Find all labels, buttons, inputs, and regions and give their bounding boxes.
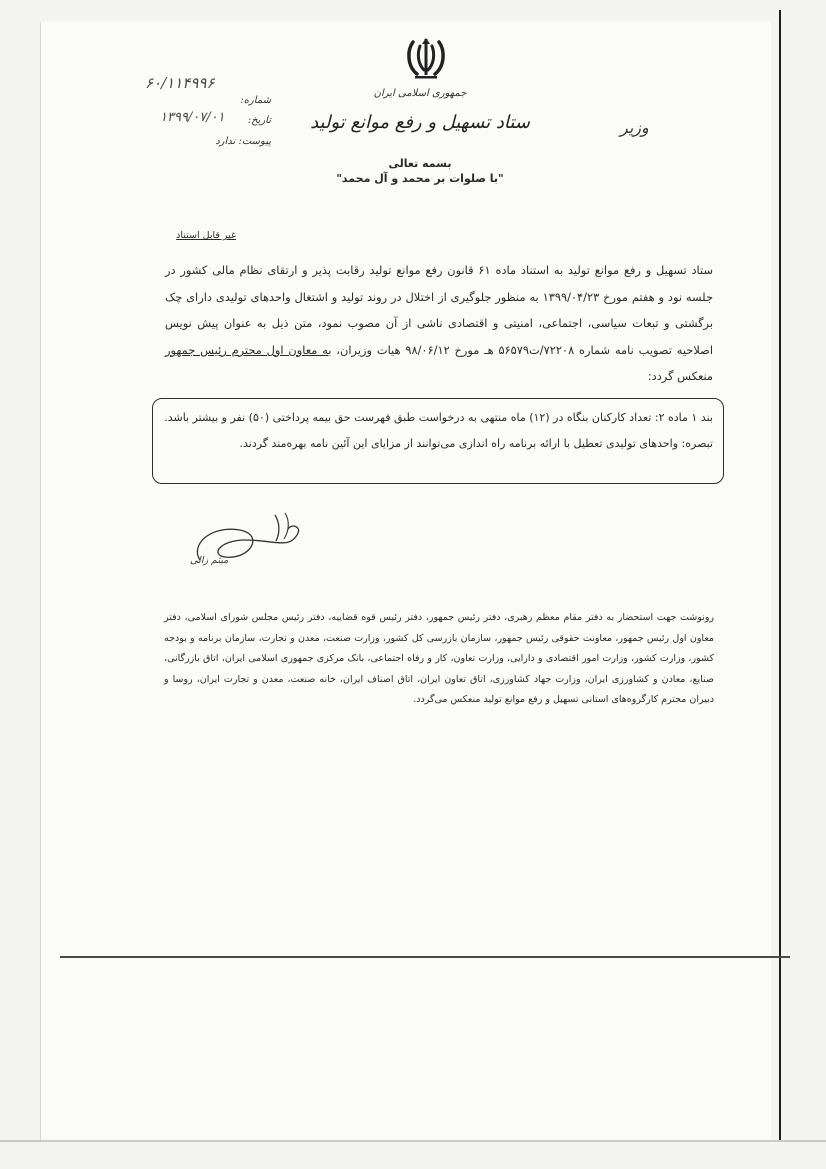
document-page [40, 22, 771, 1142]
iran-emblem-icon [405, 36, 447, 80]
body-underlined-recipient: به معاون اول محترم رئیس جمهور [165, 342, 332, 357]
signature-icon [180, 505, 310, 585]
classification-label: غیر قابل استناد [176, 230, 236, 241]
scan-edge-line [779, 10, 781, 1140]
letter-date: ۱۳۹۹/۰۷/۰۱ [160, 110, 225, 125]
amendment-box [152, 398, 724, 484]
body-text-part1: ستاد تسهیل و رفع موانع تولید به استناد ماده ۶۱ قانون رفع موانع تولید رقابت پذیر و ارتقای نظام مالی کشور در جلسه نود و هفتم مورخ ۱۳۹۹/۰۴/۲۳ به منظور جلوگیری از اختلال در روند تولید و اشتغال واحدهای تولیدی دارای چک برگشتی و تبعات سیاسی، اجتماعی، امنیتی و اقتصادی ناشی از آن مصوب نمود، متن ذیل به عنوان پیش نویس اصلاحیه تصویب نامه شماره ۷۲۲۰۸/ت۵۶۵۷۹ هـ مورخ ۹۸/۰۶/۱۲ هیات وزیران، [165, 263, 713, 357]
cc-distribution: رونوشت جهت استحضار به دفتر مقام معظم رهبری، دفتر رئیس جمهور، دفتر رئیس قوه قضاییه، دفتر رئیس مجلس شورای اسلامی، دفتر معاون اول رئیس جمهور، معاونت حقوقی رئیس جمهور، سازمان بازرسی کل کشور، وزارت صنعت، معدن و تجارت، سازمان برنامه و بودجه کشور، وزارت کشور، وزارت امور اقتصادی و دارایی، وزارت تعاون، کار و رفاه اجتماعی، بانک مرکزی جمهوری اسلامی ایران، اتاق بازرگانی، صنایع، معادن و کشاورزی ایران، وزارت جهاد کشاورزی، اتاق تعاون ایران، اتاق اصناف ایران، خانه صنعت، معدن و تجارت ایران، روسا و دبیران محترم کارگروه‌های استانی تسهیل و رفع موانع تولید منعکس می‌گردد. [164, 612, 714, 706]
bismillah: بسمه تعالی [388, 157, 452, 170]
amendment-clause: بند ۱ ماده ۲: تعداد کارکنان بنگاه در (۱۲) ماه منتهی به درخواست طبق فهرست حق بیمه پرداختی (۵۰) نفر و بیشتر باشد. [164, 411, 713, 424]
letter-number: ۶۰/۱۱۴۹۹۶ [145, 74, 215, 92]
amendment-note: تبصره: واحدهای تولیدی تعطیل با ارائه برنامه راه اندازی می‌توانند از مزایای این آئین نامه بهره‌مند گردند. [239, 437, 713, 450]
minister-label: وزیر [620, 118, 649, 137]
country-title: جمهوری اسلامی ایران [373, 88, 467, 99]
scan-bottom-edge [0, 1140, 826, 1142]
letter-body [165, 257, 713, 390]
body-text-part2: منعکس گردد: [647, 369, 713, 384]
attachment-label: پیوست: ندارد [215, 136, 271, 147]
salawat: "با صلوات بر محمد و آل محمد" [336, 172, 504, 185]
number-label: شماره: [240, 95, 271, 106]
signatory-name: میثم زالی [190, 555, 229, 566]
date-label: تاریخ: [247, 115, 271, 126]
office-title: ستاد تسهیل و رفع موانع تولید [310, 112, 530, 133]
page-divider [60, 956, 790, 958]
